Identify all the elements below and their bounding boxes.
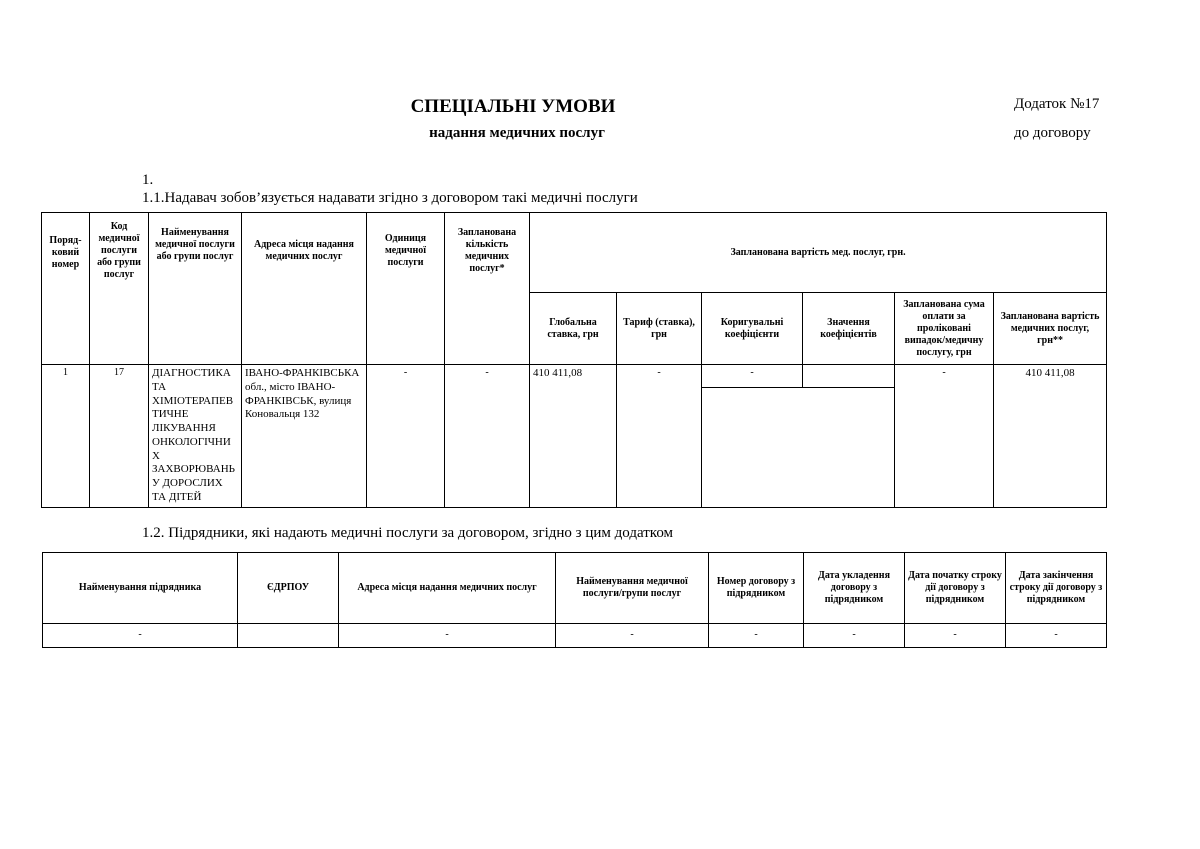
header-coef-values: Значення коефіцієнтів [803, 293, 895, 365]
header-edrpou: ЄДРПОУ [238, 553, 339, 624]
header-planned-qty: Запланована кількість медичних послуг* [445, 213, 530, 365]
header-coef: Коригувальні коефіцієнти [702, 293, 803, 365]
header-contractor-name: Найменування підрядника [43, 553, 238, 624]
header-end-date: Дата закінчення строку дії договору з підрядником [1006, 553, 1107, 624]
header-planned-sum: Запланована сума оплати за проліковані випадок/медичну послугу, грн [895, 293, 994, 365]
page-title: СПЕЦІАЛЬНІ УМОВИ [410, 96, 616, 117]
header-contract-no: Номер договору з підрядником [709, 553, 804, 624]
contractors-table [42, 552, 1107, 648]
services-table [41, 212, 1107, 508]
cell-contractor-service: - [556, 624, 709, 648]
contract-reference: до договору [1014, 125, 1091, 141]
header-planned-total: Запланована вартість медичних послуг, грн** [994, 293, 1107, 365]
cell-num: 1 [42, 365, 90, 508]
cell-contract-no: - [709, 624, 804, 648]
header-global-rate: Глобальна ставка, грн [530, 293, 617, 365]
cell-edrpou [238, 624, 339, 648]
cell-coef-empty [702, 388, 895, 507]
cell-contractor-name: - [43, 624, 238, 648]
annex-number: Додаток №17 [1014, 96, 1100, 112]
cell-tariff: - [617, 365, 702, 508]
header-contractor-service: Найменування медичної послуги/групи послуг [556, 553, 709, 624]
cell-name: ДІАГНОСТИКА ТА ХІМІОТЕРАПЕВ ТИЧНЕ ЛІКУВАННЯ ОНКОЛОГІЧНИ Х ЗАХВОРЮВАНЬ У ДОРОСЛИХ ТА ДІТЕЙ [149, 365, 242, 508]
cell-coef: - [702, 365, 803, 388]
cell-end-date: - [1006, 624, 1107, 648]
header-contractor-address: Адреса місця надання медичних послуг [339, 553, 556, 624]
header-name: Найменування медичної послуги або групи послуг [149, 213, 242, 365]
table-row [43, 624, 1107, 648]
section-1-1-heading: 1.1.Надавач зобов’язується надавати згідно з договором такі медичні послуги [142, 190, 638, 206]
cell-start-date: - [905, 624, 1006, 648]
cell-planned-qty: - [445, 365, 530, 508]
cell-global-rate: 410 411,08 [530, 365, 617, 508]
header-tariff: Тариф (ставка), грн [617, 293, 702, 365]
cell-planned-total: 410 411,08 [994, 365, 1107, 508]
header-num: Поряд-ковий номер [42, 213, 90, 365]
header-address: Адреса місця надання медичних послуг [242, 213, 367, 365]
cell-coef-values [803, 365, 895, 388]
cell-contractor-address: - [339, 624, 556, 648]
section-1-2-heading: 1.2. Підрядники, які надають медичні послуги за договором, згідно з цим додатком [142, 525, 674, 541]
page-subtitle: надання медичних послуг [429, 125, 605, 141]
header-planned-cost: Запланована вартість мед. послуг, грн. [530, 213, 1107, 293]
cell-code: 17 [90, 365, 149, 508]
header-start-date: Дата початку строку дії договору з підрядником [905, 553, 1006, 624]
cell-address: ІВАНО-ФРАНКІВСЬКА обл., місто ІВАНО-ФРАНКІВСЬК, вулиця Коновальця 132 [242, 365, 367, 508]
cell-planned-sum: - [895, 365, 994, 508]
header-unit: Одиниця медичної послуги [367, 213, 445, 365]
section-number: 1. [142, 172, 154, 188]
cell-unit: - [367, 365, 445, 508]
cell-signed-date: - [804, 624, 905, 648]
header-code: Код медичної послуги або групи послуг [90, 213, 149, 365]
table-row [42, 365, 1107, 388]
header-signed-date: Дата укладення договору з підрядником [804, 553, 905, 624]
